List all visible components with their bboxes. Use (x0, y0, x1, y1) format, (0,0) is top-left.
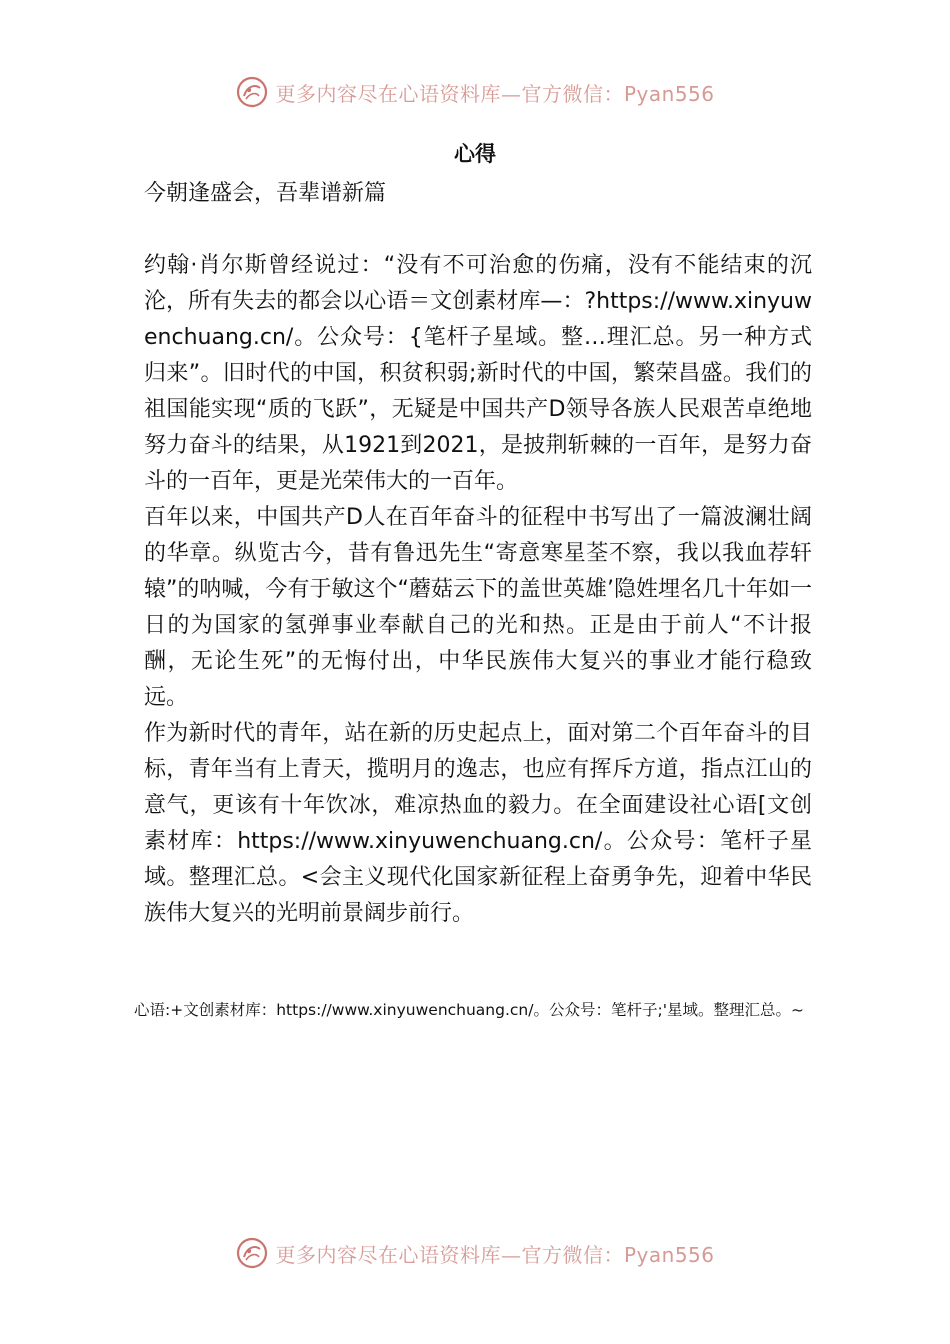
watermark-wechat-id: Pyan556 (623, 1242, 715, 1267)
watermark-text (275, 78, 714, 107)
brand-logo-icon (235, 1236, 269, 1270)
watermark-banner-bottom (0, 1233, 950, 1273)
body-paragraph: 作为新时代的青年，站在新的历史起点上，面对第二个百年奋斗的目标，青年当有上青天，揽明月的逸志，也应有挥斥方道，指点江山的意气，更该有十年饮冰，难凉热血的毅力。在全面建设社心语[文创素材库：https://www.xinyuwenchuang.cn/。公众号：笔杆子星域。整理汇总。<会主义现代化国家新征程上奋勇争先，迎着中华民族伟大复兴的光明前景阔步前行。 (144, 721, 812, 926)
document-body (144, 248, 812, 932)
brand-logo-icon (235, 75, 269, 109)
document-title: 心得 (454, 142, 496, 166)
watermark-label: 更多内容尽在心语资料库—官方微信： (275, 1242, 624, 1267)
body-paragraph: 百年以来，中国共产D人在百年奋斗的征程中书写出了一篇波澜壮阔的华章。纵览古今，昔有鲁迅先生“寄意寒星荃不察，我以我血荐轩辕”的呐喊，今有于敏这个“蘑菇云下的盖世英雄’隐姓埋名几十年如一日的为国家的氢弹事业奉献自己的光和热。正是由于前人“不计报酬，无论生死”的无悔付出，中华民族伟大复兴的事业才能行稳致远。 (144, 505, 812, 710)
document-subtitle: 今朝逢盛会，吾辈谱新篇 (144, 181, 387, 206)
watermark-banner-top (0, 72, 950, 112)
footer-note: 心语:+文创素材库：https://www.xinyuwenchuang.cn/。公众号：笔杆子;'星域。整理汇总。~ (134, 1001, 804, 1019)
watermark-text (275, 1239, 714, 1268)
body-paragraph: 约翰·肖尔斯曾经说过：“没有不可治愈的伤痛，没有不能结束的沉沦，所有失去的都会以心语＝文创素材库—：?https://www.xinyuwenchuang.cn/。公众号：{笔杆子星域。整…理汇总。另一种方式归来”。旧时代的中国，积贫积弱;新时代的中国，繁荣昌盛。我们的祖国能实现“质的飞跃”，无疑是中国共产D领导各族人民艰苦卓绝地努力奋斗的结果，从1921到2021，是披荆斩棘的一百年，是努力奋斗的一百年，更是光荣伟大的一百年。 (144, 253, 812, 494)
watermark-label: 更多内容尽在心语资料库—官方微信： (275, 81, 624, 106)
watermark-wechat-id: Pyan556 (623, 81, 715, 106)
